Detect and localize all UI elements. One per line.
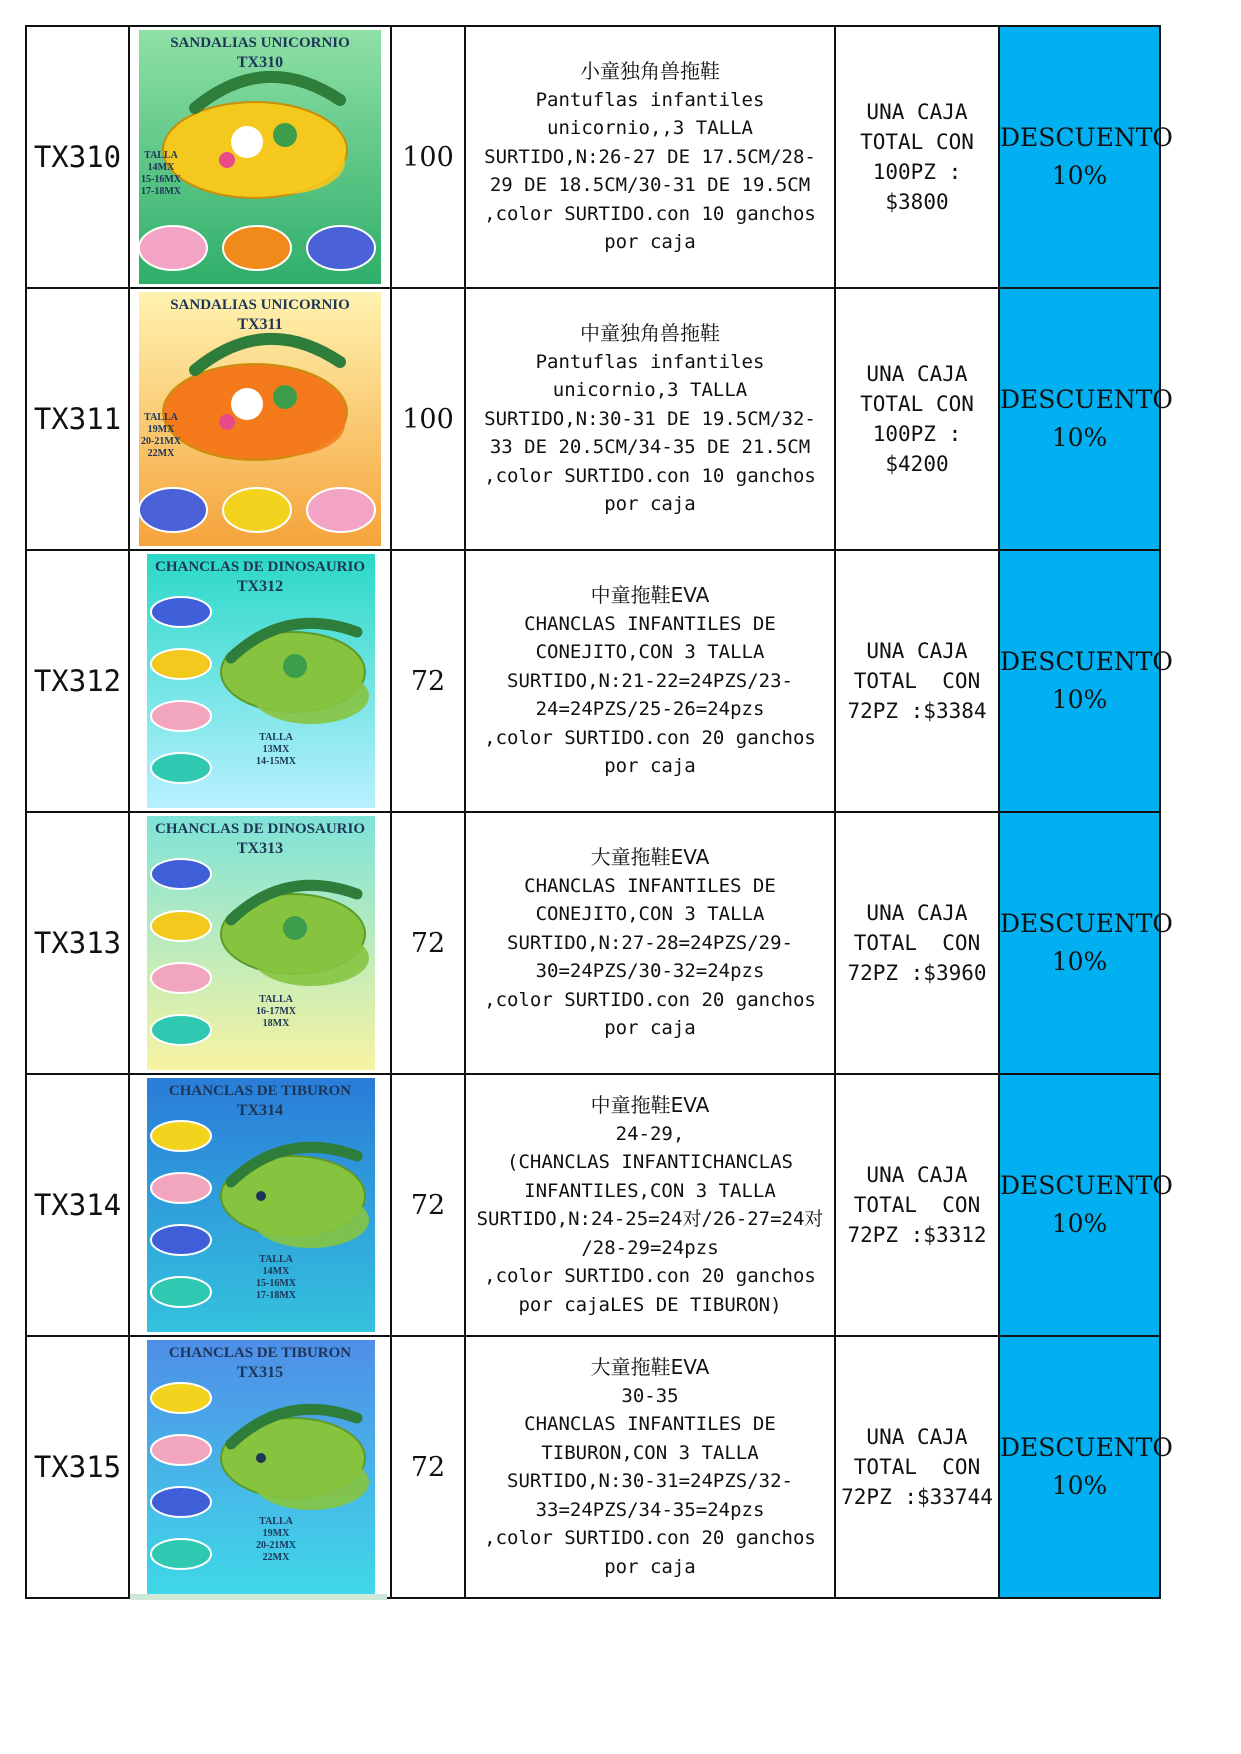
price-line: TOTAL CON [853, 1193, 981, 1217]
price-line: UNA CAJA [866, 362, 968, 386]
price-line: UNA CAJA [866, 901, 968, 925]
description-line: ,color SURTIDO.con 20 ganchos [484, 1265, 816, 1287]
description-line: por caja [604, 1555, 696, 1578]
description-line: SURTIDO,N:26-27 DE 17.5CM/28- [484, 145, 816, 168]
product-image-title: CHANCLAS DE TIBURON [168, 1345, 352, 1361]
product-image-title: CHANCLAS DE DINOSAURIO [154, 559, 366, 575]
description-line: SURTIDO,N:27-28=24PZS/29- [507, 931, 793, 954]
description-line: unicornio,,3 TALLA [547, 117, 753, 140]
price-line: UNA CAJA [866, 639, 968, 663]
product-image [135, 816, 385, 1070]
product-image-cell [129, 26, 391, 288]
discount-line: DESCUENTO [1000, 909, 1173, 938]
description-line: /28-29=24pzs [581, 1236, 719, 1259]
product-image-sizes: TALLA 19MX 20-21MX 22MX [141, 412, 181, 459]
description-line: por caja [604, 231, 696, 254]
price-line: 100PZ : [872, 160, 962, 184]
description-line: CHANCLAS INFANTILES DE [524, 612, 776, 635]
description-line: SURTIDO,N:30-31=24PZS/32- [507, 1470, 793, 1492]
price-line: TOTAL CON [853, 1455, 981, 1479]
product-row [26, 288, 1160, 550]
product-image-code: TX313 [236, 840, 284, 857]
mini-sandal-shape [223, 226, 291, 270]
description-line: 24=24PZS/25-26=24pzs [535, 698, 765, 721]
mini-sandal-shape [151, 597, 211, 627]
product-image-title: SANDALIAS UNICORNIO [170, 35, 350, 51]
mini-sandal-shape [307, 488, 375, 532]
description-line: INFANTILES,CON 3 TALLA [524, 1179, 776, 1202]
product-quantity: 100 [391, 288, 465, 550]
product-row [26, 812, 1160, 1074]
product-image [135, 30, 385, 284]
mini-sandal-shape [151, 1173, 211, 1203]
product-image [135, 292, 385, 546]
discount-line: DESCUENTO [1000, 1171, 1173, 1200]
product-discount [999, 550, 1173, 812]
mini-sandal-shape [151, 963, 211, 993]
product-image-code: TX315 [236, 1364, 284, 1381]
product-code: TX312 [26, 550, 129, 812]
description-line: (CHANCLAS INFANTICHANCLAS [507, 1151, 793, 1173]
product-description [465, 1336, 835, 1598]
product-description [465, 26, 835, 288]
discount-line: DESCUENTO [1000, 123, 1173, 152]
description-line: 中童拖鞋EVA [590, 583, 710, 608]
mini-sandal-shape [151, 1487, 211, 1517]
mini-sandal-shape [151, 859, 211, 889]
mini-sandal-shape [139, 488, 207, 532]
description-line: 中童拖鞋EVA [590, 1093, 710, 1117]
discount-line: 10% [1051, 1209, 1108, 1238]
discount-line: DESCUENTO [1000, 647, 1173, 676]
product-price [835, 550, 999, 812]
price-line: 72PZ :$33744 [841, 1485, 993, 1509]
price-line: 72PZ :$3312 [847, 1223, 987, 1247]
price-line: 72PZ :$3960 [847, 961, 987, 985]
mini-sandal-shape [151, 1121, 211, 1151]
product-quantity: 72 [391, 812, 465, 1074]
product-image-sizes: TALLA 19MX 20-21MX 22MX [256, 1516, 296, 1563]
product-quantity: 100 [391, 26, 465, 288]
product-image-cell [129, 812, 391, 1074]
product-row [26, 26, 1160, 288]
image-edge-strip [130, 1594, 387, 1600]
product-price [835, 1074, 999, 1336]
product-price [835, 1336, 999, 1598]
price-line: UNA CAJA [866, 100, 968, 124]
description-line: CHANCLAS INFANTILES DE [524, 1413, 776, 1435]
description-line: Pantuflas infantiles [535, 88, 765, 111]
description-line: 大童拖鞋EVA [590, 1355, 710, 1379]
price-line: $4200 [885, 452, 949, 476]
price-line: TOTAL CON [860, 392, 974, 416]
product-quantity: 72 [391, 1336, 465, 1598]
mini-sandal-shape [139, 226, 207, 270]
product-image-code: TX311 [237, 316, 283, 333]
product-image-title: CHANCLAS DE DINOSAURIO [154, 821, 366, 837]
product-description [465, 288, 835, 550]
product-image-title: SANDALIAS UNICORNIO [170, 297, 350, 313]
product-discount [999, 1336, 1173, 1598]
product-image-sizes: TALLA 13MX 14-15MX [256, 732, 296, 767]
product-image [135, 554, 385, 808]
product-code: TX315 [26, 1336, 129, 1598]
description-line: ,color SURTIDO.con 10 ganchos [484, 202, 816, 225]
mini-sandal-shape [151, 1225, 211, 1255]
product-description [465, 1074, 835, 1336]
mini-sandal-shape [151, 1539, 211, 1569]
description-line: 29 DE 18.5CM/30-31 DE 19.5CM [489, 174, 811, 197]
product-discount [999, 288, 1173, 550]
product-image-code: TX312 [236, 578, 284, 595]
description-line: 24-29, [615, 1122, 685, 1145]
mini-sandal-shape [151, 753, 211, 783]
product-image [135, 1078, 385, 1332]
discount-line: 10% [1051, 423, 1108, 452]
discount-line: 10% [1051, 947, 1108, 976]
description-line: SURTIDO,N:30-31 DE 19.5CM/32- [484, 407, 816, 430]
mini-sandal-shape [151, 649, 211, 679]
discount-line: 10% [1051, 685, 1108, 714]
description-line: ,color SURTIDO.con 10 ganchos [484, 464, 816, 487]
product-image-cell [129, 1074, 391, 1336]
description-line: 33=24PZS/34-35=24pzs [535, 1498, 765, 1521]
description-line: 小童独角兽拖鞋 [580, 59, 720, 84]
price-line: UNA CAJA [866, 1163, 968, 1187]
description-line: 30=24PZS/30-32=24pzs [535, 960, 765, 983]
product-quantity: 72 [391, 1074, 465, 1336]
description-line: por caja [604, 755, 696, 778]
product-discount [999, 26, 1173, 288]
product-quantity: 72 [391, 550, 465, 812]
mini-sandal-shape [151, 1435, 211, 1465]
mini-sandal-shape [151, 701, 211, 731]
description-line: 大童拖鞋EVA [590, 845, 710, 870]
description-line: TIBURON,CON 3 TALLA [541, 1441, 759, 1464]
mini-sandal-shape [307, 226, 375, 270]
product-image-sizes: TALLA 14MX 15-16MX 17-18MX [256, 1254, 296, 1301]
price-line: TOTAL CON [853, 669, 981, 693]
product-price [835, 26, 999, 288]
price-line: 100PZ : [872, 422, 962, 446]
description-line: 33 DE 20.5CM/34-35 DE 21.5CM [489, 436, 811, 459]
product-row [26, 1074, 1160, 1336]
description-line: ,color SURTIDO.con 20 ganchos [484, 1527, 816, 1549]
discount-line: 10% [1051, 161, 1108, 190]
product-description [465, 812, 835, 1074]
product-code: TX313 [26, 812, 129, 1074]
description-line: por caja [604, 1017, 696, 1040]
product-image-code: TX314 [236, 1102, 284, 1119]
description-line: CHANCLAS INFANTILES DE [524, 874, 776, 897]
description-line: por cajaLES DE TIBURON) [518, 1293, 782, 1316]
product-row [26, 550, 1160, 812]
product-code: TX314 [26, 1074, 129, 1336]
description-line: 中童独角兽拖鞋 [580, 321, 720, 346]
price-line: TOTAL CON [860, 130, 974, 154]
price-line: 72PZ :$3384 [847, 699, 987, 723]
description-line: ,color SURTIDO.con 20 ganchos [484, 988, 816, 1011]
product-code: TX311 [26, 288, 129, 550]
mini-sandal-shape [151, 1015, 211, 1045]
description-line: CONEJITO,CON 3 TALLA [535, 641, 765, 664]
product-image-cell [129, 1336, 391, 1598]
product-price [835, 288, 999, 550]
product-discount [999, 1074, 1173, 1336]
product-table-body [26, 26, 1173, 1598]
description-line: 30-35 [621, 1384, 679, 1407]
product-code: TX310 [26, 26, 129, 288]
mini-sandal-shape [151, 1277, 211, 1307]
price-line: TOTAL CON [853, 931, 981, 955]
product-image-sizes: TALLA 16-17MX 18MX [256, 994, 296, 1029]
description-line: unicornio,3 TALLA [552, 379, 748, 402]
product-price [835, 812, 999, 1074]
product-row [26, 1336, 1160, 1598]
description-line: SURTIDO,N:24-25=24对/26-27=24对 [476, 1208, 824, 1230]
product-image-code: TX310 [236, 54, 284, 71]
product-table [25, 25, 1173, 1599]
description-line: CONEJITO,CON 3 TALLA [535, 903, 765, 926]
price-line: $3800 [885, 190, 949, 214]
catalog-sheet [25, 25, 1173, 1599]
description-line: ,color SURTIDO.con 20 ganchos [484, 726, 816, 749]
product-image-cell [129, 288, 391, 550]
product-description [465, 550, 835, 812]
mini-sandal-shape [151, 911, 211, 941]
discount-line: DESCUENTO [1000, 1433, 1173, 1462]
product-image-sizes: TALLA 14MX 15-16MX 17-18MX [141, 150, 181, 197]
discount-line: 10% [1051, 1471, 1108, 1500]
mini-sandal-shape [223, 488, 291, 532]
product-image-cell [129, 550, 391, 812]
discount-line: DESCUENTO [1000, 385, 1173, 414]
price-line: UNA CAJA [866, 1425, 968, 1449]
description-line: Pantuflas infantiles [535, 350, 765, 373]
description-line: por caja [604, 493, 696, 516]
mini-sandal-shape [151, 1383, 211, 1413]
description-line: SURTIDO,N:21-22=24PZS/23- [507, 669, 793, 692]
product-image-title: CHANCLAS DE TIBURON [168, 1083, 352, 1099]
product-image [135, 1340, 385, 1594]
product-discount [999, 812, 1173, 1074]
